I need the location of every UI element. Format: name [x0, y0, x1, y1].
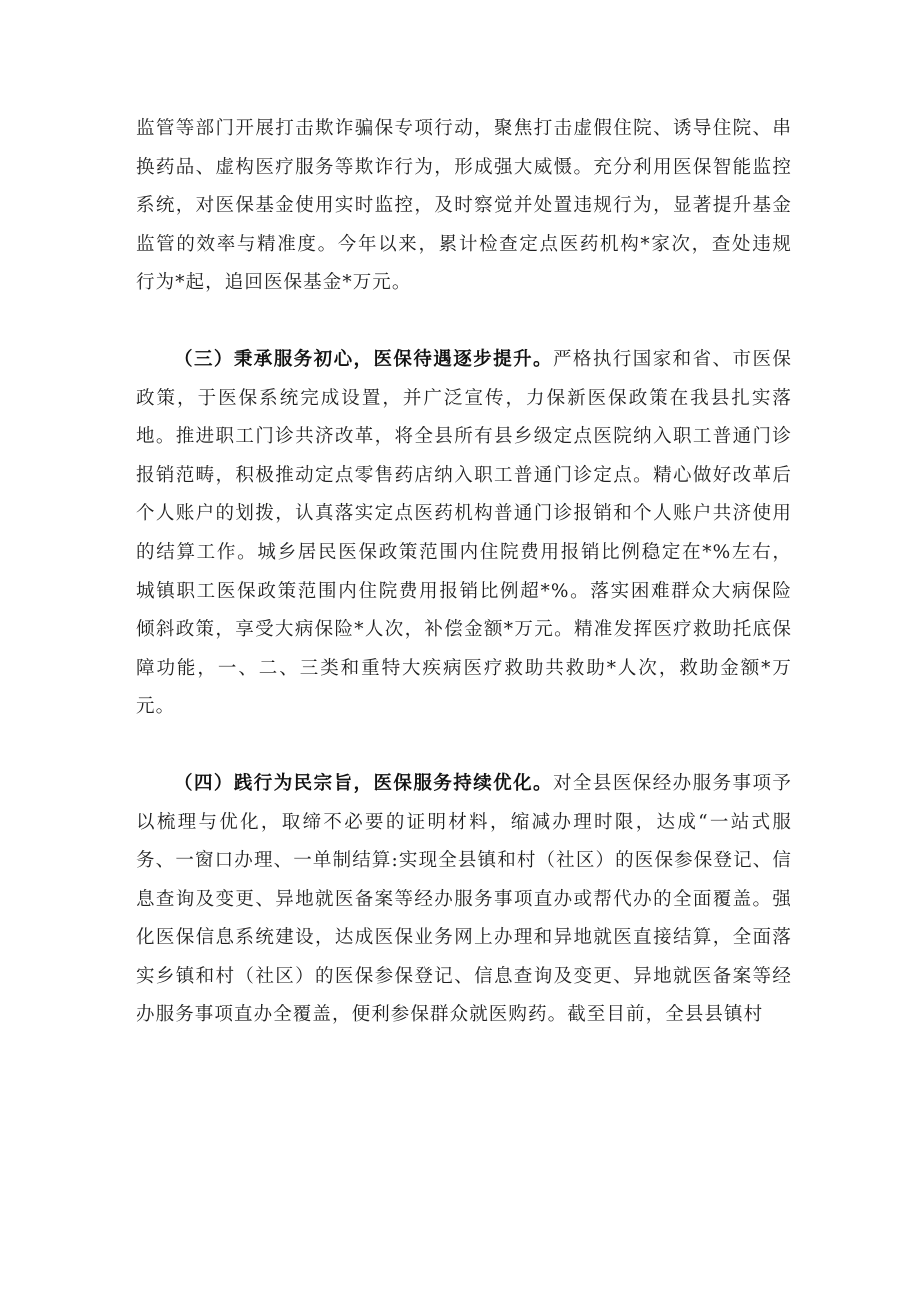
paragraph-continuation: [136, 110, 792, 303]
paragraph-text: 监管等部门开展打击欺诈骗保专项行动，聚焦打击虚假住院、诱导住院、串换药品、虚构医疗服务等欺诈行为，形成强大威慑。充分利用医保智能监控系统，对医保基金使用实时监控，及时察觉并处置违规行为，显著提升基金监管的效率与精准度。今年以来，累计检查定点医药机构*家次，查处违规行为*起，追回医保基金*万元。: [136, 118, 792, 294]
section-heading: （三）秉承服务初心，医保待遇逐步提升。: [174, 348, 553, 370]
paragraph-text: 对全县医保经办服务事项予以梳理与优化，取缔不必要的证明材料，缩减办理时限，达成“一站式服务、一窗口办理、一单制结算:实现全县镇和村（社区）的医保参保登记、信息查询及变更、异地就医备案等经办服务事项直办或帮代办的全面覆盖。强化医保信息系统建设，达成医保业务网上办理和异地就医直接结算，全面落实乡镇和村（社区）的医保参保登记、信息查询及变更、异地就医备案等经办服务事项直办全覆盖，便利参保群众就医购药。截至目前，全县县镇村: [136, 772, 792, 1026]
paragraph-section-4: [136, 765, 792, 1035]
paragraph-section-3: [136, 341, 792, 727]
section-heading: （四）践行为民宗旨，医保服务持续优化。: [174, 772, 553, 794]
paragraph-text: 严格执行国家和省、市医保政策，于医保系统完成设置，并广泛宣传，力保新医保政策在我县扎实落地。推进职工门诊共济改革，将全县所有县乡级定点医院纳入职工普通门诊报销范畴，积极推动定点零售药店纳入职工普通门诊定点。精心做好改革后个人账户的划拨，认真落实定点医药机构普通门诊报销和个人账户共济使用的结算工作。城乡居民医保政策范围内住院费用报销比例稳定在*%左右，城镇职工医保政策范围内住院费用报销比例超*%。落实困难群众大病保险倾斜政策，享受大病保险*人次，补偿金额*万元。精准发挥医疗救助托底保障功能，一、二、三类和重特大疾病医疗救助共救助*人次，救助金额*万元。: [136, 348, 792, 718]
document-body: [136, 110, 792, 1035]
